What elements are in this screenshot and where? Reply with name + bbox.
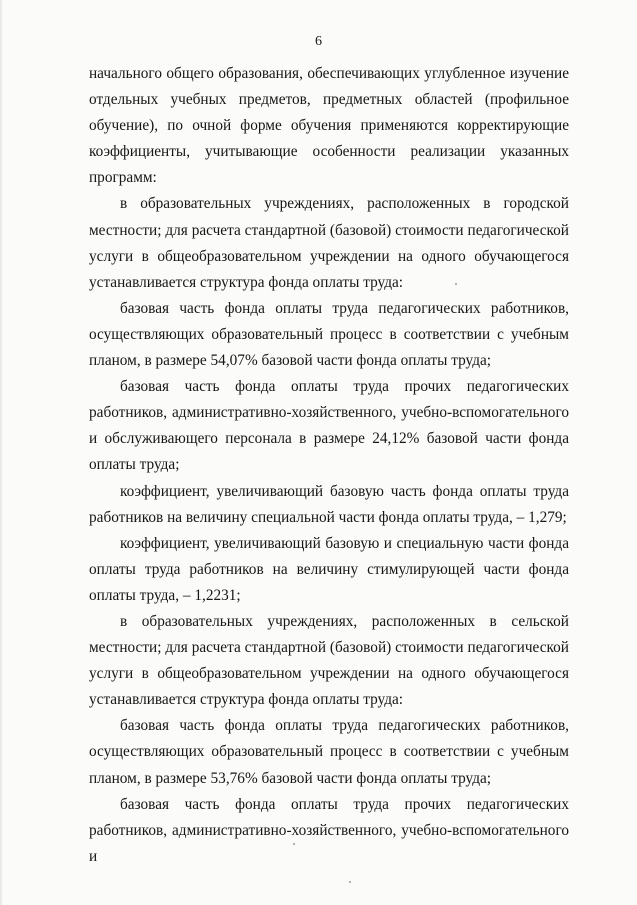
paragraph-urban-teachers-share: базовая часть фонда оплаты труда педагогических работников, осуществляющих образовательный процесс в соответствии с учебным планом, в размере 54,07% базовой части фонда оплаты труда; — [89, 299, 569, 370]
paragraph-rural-teachers-share: базовая часть фонда оплаты труда педагогических работников, осуществляющих образовательный процесс в соответствии с учебным планом, в размере 53,76% базовой части фонда оплаты труда; — [89, 717, 569, 787]
document-body — [89, 61, 569, 870]
paragraph-rural-other-staff-share: базовая часть фонда оплаты труда прочих педагогических работников, административно-хозяйственного, учебно-вспомогательного и — [89, 795, 569, 865]
scan-speck — [293, 843, 295, 845]
scan-edge — [0, 0, 3, 905]
paragraph-urban-special-coefficient: коэффициент, увеличивающий базовую часть фонда оплаты труда работников на величину специальной части фонда оплаты труда, – 1,279; — [89, 482, 569, 526]
paragraph-urban-incentive-coefficient: коэффициент, увеличивающий базовую и специальную части фонда оплаты труда работников на величину стимулирующей части фонда оплаты труда, – 1,2231; — [89, 534, 569, 604]
paragraph-urban-other-staff-share: базовая часть фонда оплаты труда прочих педагогических работников, административно-хозяйственного, учебно-вспомогательного и обслуживающего персонала в размере 24,12% базовой части фонда оплаты труда; — [89, 378, 569, 474]
paragraph-continuation: начального общего образования, обеспечивающих углубленное изучение отдельных учебных предметов, предметных областей (профильное обучение), по очной форме обучения применяются корректирующие коэффициенты, учитывающие особенности реализации указанных программ: — [89, 65, 569, 187]
page-number: 6 — [315, 34, 322, 49]
scan-speck — [349, 881, 351, 883]
paragraph-rural-intro: в образовательных учреждениях, расположенных в сельской местности; для расчета стандартной (базовой) стоимости педагогической услуги в общеобразовательном учреждении на одного обучающегося устанавливается структура фонда оплаты труда: — [89, 612, 569, 709]
paragraph-urban-intro: в образовательных учреждениях, расположенных в городской местности; для расчета стандартной (базовой) стоимости педагогической услуги в общеобразовательном учреждении на одного обучающегося устанавливается структура фонда оплаты труда: — [89, 195, 569, 291]
scan-speck — [455, 283, 457, 285]
